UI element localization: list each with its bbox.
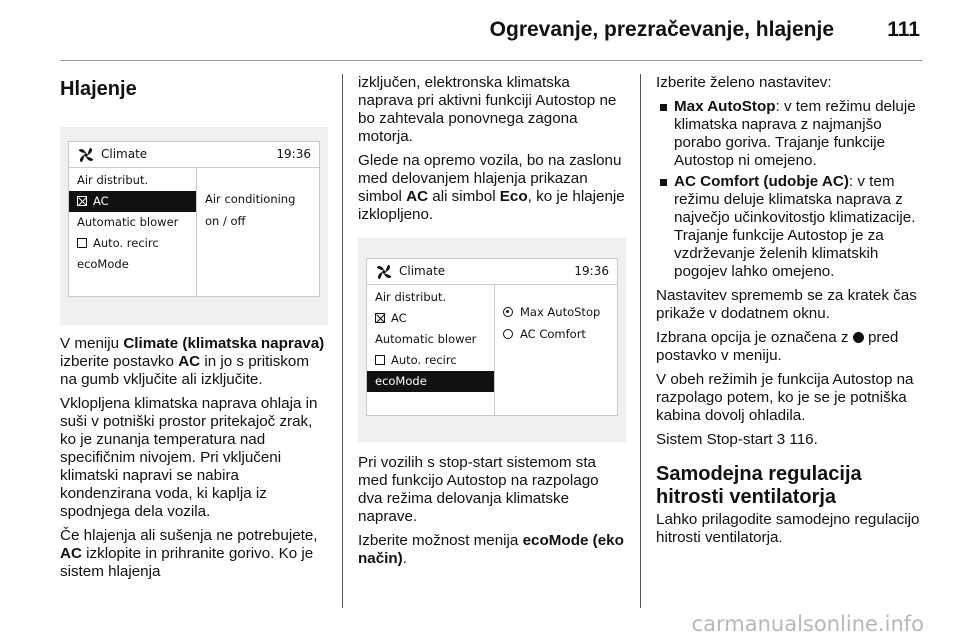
empty-checkbox-icon [375, 355, 385, 365]
screen-clock: 19:36 [276, 147, 311, 161]
header-rule [60, 60, 922, 61]
arrow-reference-icon: 3 [776, 431, 786, 448]
bullet-icon [660, 179, 667, 186]
ecomode-options-panel [495, 285, 617, 415]
bullet-icon [660, 104, 667, 111]
info-line: Air conditioning [205, 192, 296, 206]
climate-screen-figure-2 [358, 238, 626, 442]
paragraph: Vklopljena klimatska naprava ohlaja in suši v potniški prostor pritekajoč zrak, ko je zunanja temperatura nad specifičnim nivojem. Pri vključeni klimatski napravi se nabira kondenzirana voda, ki kaplja iz spodnjega dela vozila. [60, 395, 318, 520]
climate-screen [68, 141, 320, 297]
option-ac-comfort[interactable]: AC Comfort [503, 323, 611, 345]
running-head [0, 18, 960, 48]
option-max-autostop[interactable]: Max AutoStop [503, 301, 611, 323]
paragraph: Če hlajenja ali sušenja ne potrebujete, AC izklopite in prihranite gorivo. Ko je sistem hlajenja [60, 527, 318, 580]
paragraph: Nastavitev sprememb se za kratek čas prikaže v dodatnem oknu. [656, 287, 917, 322]
info-line: on / off [205, 214, 246, 228]
column-2 [358, 74, 626, 574]
paragraph: Izbrana opcija je označena z pred postavko v meniju. [656, 329, 899, 364]
section-heading-fan-speed: Samodejna regulacija hitrosti ventilatorja [656, 463, 862, 508]
menu-item-ac[interactable]: AC [69, 191, 196, 212]
radio-selected-icon [503, 307, 513, 317]
column-1 [60, 74, 328, 587]
screen-clock: 19:36 [574, 264, 609, 278]
climate-menu [69, 168, 197, 296]
column-divider [342, 74, 343, 608]
menu-item-ecomode[interactable]: ecoMode [77, 257, 129, 271]
page-number: 111 [887, 18, 920, 41]
menu-item-ecomode[interactable]: ecoMode [367, 371, 494, 392]
menu-item-automatic-blower[interactable]: Automatic blower [77, 215, 179, 229]
paragraph: V meniju Climate (klimatska naprava) izberite postavko AC in jo s pritiskom na gumb vključite ali izključite. [60, 335, 325, 388]
list-item: Max AutoStop: v tem režimu deluje klimatska naprava z najmanjšo porabo goriva. Trajanje funkcije Autostop ni omejeno. [656, 98, 924, 170]
watermark: carmanualsonline.info [691, 612, 924, 636]
checked-box-icon [375, 313, 385, 323]
menu-item-auto-recirc[interactable]: Auto. recirc [367, 350, 494, 371]
screen-title-bar [367, 259, 617, 285]
paragraph: Izberite možnost menija ecoMode (eko način). [358, 532, 624, 567]
screen-title-bar [69, 142, 319, 168]
climate-menu [367, 285, 495, 415]
cross-reference: Sistem Stop-start 3 116. [656, 431, 818, 448]
filled-dot-icon [853, 332, 864, 343]
column-divider [640, 74, 641, 608]
list-item: AC Comfort (udobje AC): v tem režimu deluje klimatska naprava z največjo učinkovitostjo klimatizacije. Trajanje funkcije Autostop je za vzdrževanje želenih klimatskih pogojev lahko omejeno. [656, 173, 924, 281]
menu-item-ac[interactable]: AC [367, 308, 494, 329]
radio-unselected-icon [503, 329, 513, 339]
climate-screen [366, 258, 618, 416]
section-heading-hlajenje: Hlajenje [60, 78, 137, 100]
fan-icon [77, 146, 95, 164]
menu-item-air-distribution[interactable]: Air distribut. [375, 290, 447, 304]
climate-screen-figure-1 [60, 127, 328, 325]
empty-checkbox-icon [77, 238, 87, 248]
checked-box-icon [77, 196, 87, 206]
paragraph: izključen, elektronska klimatska naprava pri aktivni funkciji Autostop ne bo zahtevala ponovnega zagona motorja. [358, 74, 617, 145]
screen-title: Climate [399, 264, 446, 278]
menu-item-automatic-blower[interactable]: Automatic blower [375, 332, 477, 346]
option-list [656, 98, 924, 281]
paragraph: Lahko prilagodite samodejno regulacijo hitrosti ventilatorja. [656, 511, 920, 546]
paragraph: Glede na opremo vozila, bo na zaslonu med delovanjem hlajenja prikazan simbol AC ali simbol Eco, ko je hlajenje izklopljeno. [358, 152, 625, 223]
column-3 [656, 74, 924, 553]
menu-item-air-distribution[interactable]: Air distribut. [77, 173, 149, 187]
paragraph: Izberite želeno nastavitev: [656, 74, 832, 91]
menu-item-auto-recirc[interactable]: Auto. recirc [69, 233, 196, 254]
screen-info-panel [197, 168, 319, 296]
screen-title: Climate [101, 147, 148, 161]
fan-icon [375, 263, 393, 281]
paragraph: V obeh režimih je funkcija Autostop na razpolago potem, ko je se je potniška kabina dovolj ohladila. [656, 371, 914, 424]
running-title: Ogrevanje, prezračevanje, hlajenje [489, 18, 834, 41]
paragraph: Pri vozilih s stop-start sistemom sta med funkcijo Autostop na razpolago dva režima delovanja klimatske naprave. [358, 454, 599, 525]
